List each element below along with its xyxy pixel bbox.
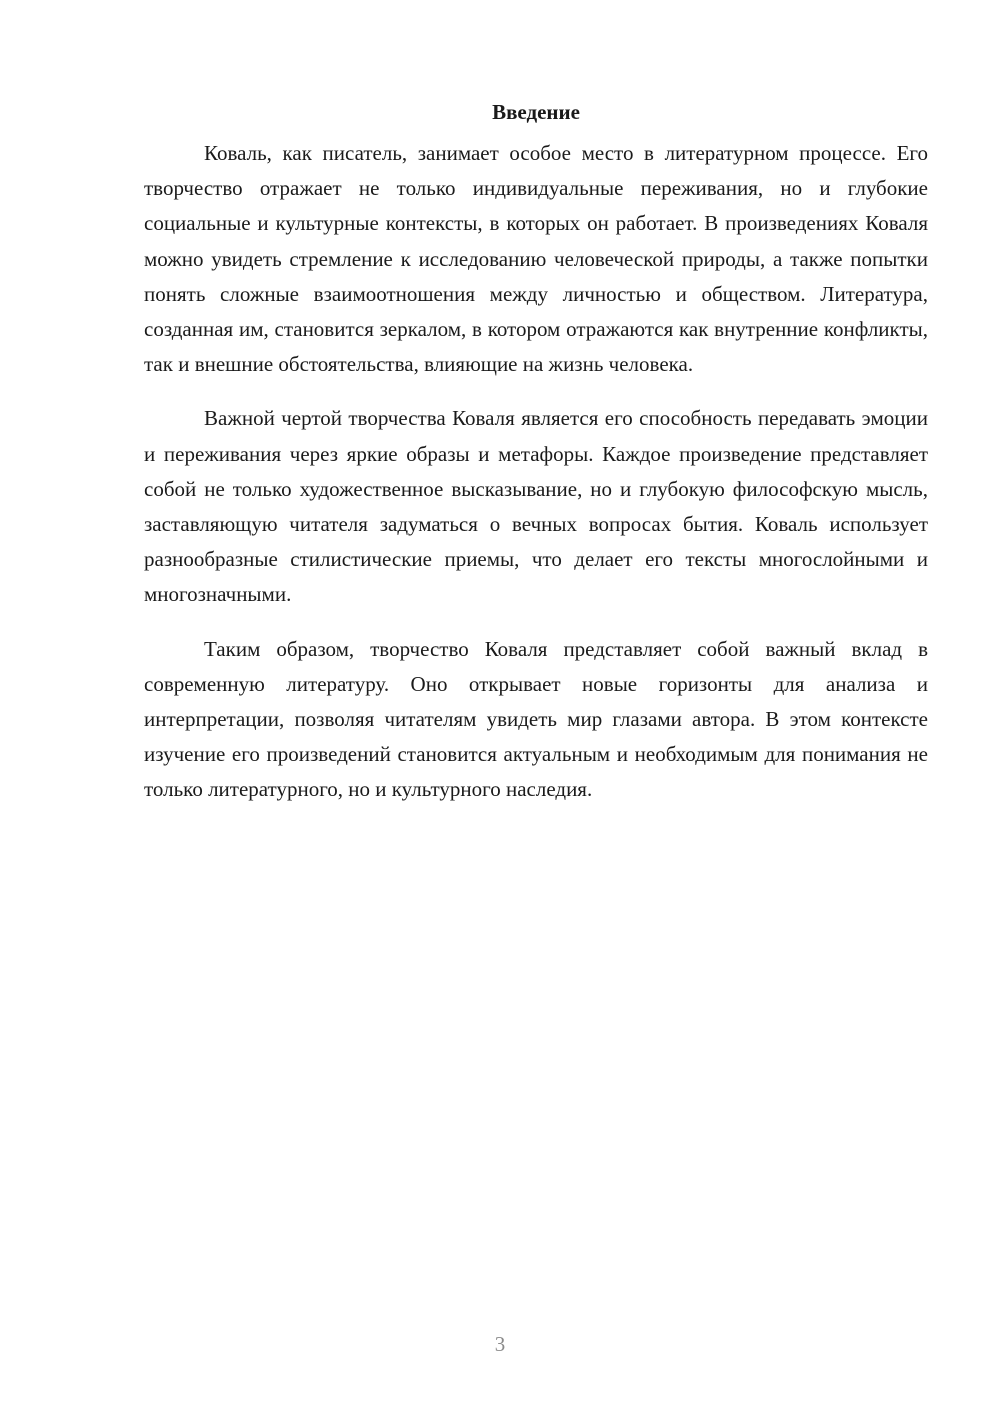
page-content xyxy=(144,96,928,827)
paragraph-3: Таким образом, творчество Коваля представляет собой важный вклад в современную литературу. Оно открывает новые горизонты для анализа и интерпретации, позволяя читателям увидеть мир глазами автора. В этом контексте изучение его произведений становится актуальным и необходимым для понимания не только литературного, но и культурного наследия. xyxy=(144,636,928,802)
page-number: 3 xyxy=(494,1332,506,1356)
paragraph-1: Коваль, как писатель, занимает особое место в литературном процессе. Его творчество отражает не только индивидуальные переживания, но и глубокие социальные и культурные контексты, в которых он работает. В произведениях Коваля можно увидеть стремление к исследованию человеческой природы, а также попытки понять сложные взаимоотношения между личностью и обществом. Литература, созданная им, становится зеркалом, в котором отражаются как внутренние конфликты, так и внешние обстоятельства, влияющие на жизнь человека. xyxy=(144,141,928,377)
paragraph-2: Важной чертой творчества Коваля является его способность передавать эмоции и переживания через яркие образы и метафоры. Каждое произведение представляет собой не только художественное высказывание, но и глубокую философскую мысль, заставляющую читателя задуматься о вечных вопросах бытия. Коваль использует разнообразные стилистические приемы, что делает его тексты многослойными и многозначными. xyxy=(144,406,928,607)
section-heading: Введение xyxy=(492,100,580,124)
